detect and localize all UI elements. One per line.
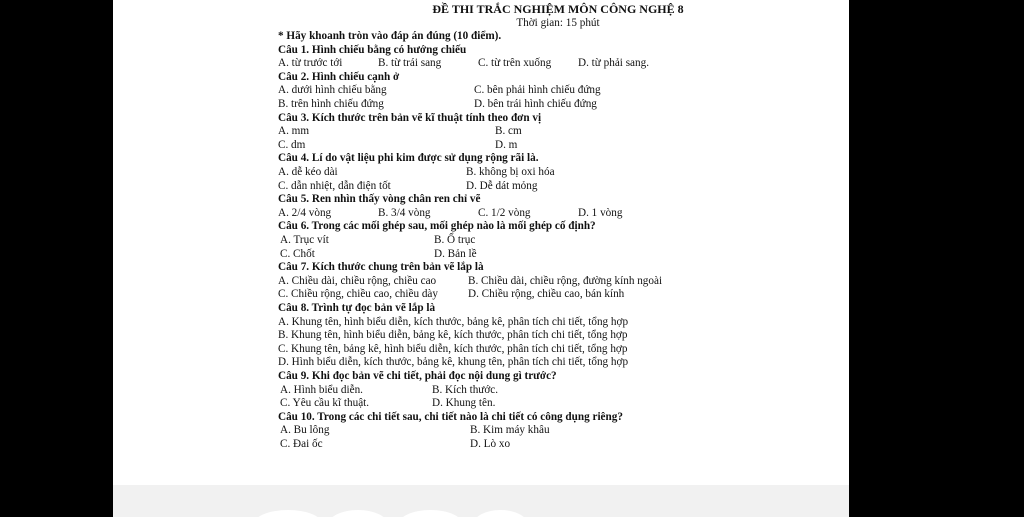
options-row xyxy=(278,384,838,398)
option: C. Chốt xyxy=(280,247,315,260)
option: A. Hình biểu diễn. xyxy=(280,383,363,396)
option: D. từ phải sang. xyxy=(578,57,650,70)
question-7: Câu 7. Kích thước chung trên bản vẽ lắp là xyxy=(278,261,484,274)
option: B. Kích thước. xyxy=(432,383,499,396)
option: D. m xyxy=(495,138,518,151)
options-row xyxy=(278,125,838,139)
option: A. mm xyxy=(278,125,310,138)
option: A. Khung tên, hình biểu diễn, kích thước, bảng kê, phân tích chi tiết, tổng hợp xyxy=(278,315,629,328)
option: D. Dễ dát mỏng xyxy=(466,179,538,192)
question-6: Câu 6. Trong các mối ghép sau, mối ghép nào là mối ghép cố định? xyxy=(278,220,596,233)
options-row xyxy=(278,288,838,302)
option: B. 3/4 vòng xyxy=(378,206,431,219)
question-5: Câu 5. Ren nhìn thấy vòng chân ren chỉ vẽ xyxy=(278,193,481,206)
option: B. Kim máy khâu xyxy=(470,424,550,437)
options-row xyxy=(278,98,838,112)
question-2: Câu 2. Hình chiếu cạnh ở xyxy=(278,70,400,83)
option: D. Hình biểu diễn, kích thước, bảng kê, khung tên, phân tích chi tiết, tổng hợp xyxy=(278,356,629,369)
exam-title: ĐỀ THI TRẮC NGHIỆM MÔN CÔNG NGHỆ 8 xyxy=(432,2,684,16)
option: B. cm xyxy=(495,125,522,138)
question-3: Câu 3. Kích thước trên bản vẽ kĩ thuật tính theo đơn vị xyxy=(278,111,542,124)
options-row xyxy=(278,397,838,411)
option: A. Bu lông xyxy=(280,424,330,437)
option: C. dẫn nhiệt, dẫn điện tốt xyxy=(278,179,391,192)
options-row xyxy=(278,139,838,153)
option: A. Trục vít xyxy=(280,234,329,246)
option: D. bên trái hình chiếu đứng xyxy=(474,98,597,111)
exam-content xyxy=(278,0,838,452)
question-9: Câu 9. Khi đọc bản vẽ chi tiết, phải đọc nội dung gì trước? xyxy=(278,369,557,382)
option: D. Bản lề xyxy=(434,247,477,260)
options-row xyxy=(278,57,838,71)
options-row xyxy=(278,84,838,98)
option: C. Khung tên, bảng kê, hình biểu diễn, kích thước, phân tích chi tiết, tổng hợp xyxy=(278,342,628,355)
option: D. Chiều rộng, chiều cao, bán kính xyxy=(468,288,625,301)
option: A. dễ kéo dài xyxy=(278,166,338,179)
option: B. không bị oxi hóa xyxy=(466,166,555,179)
option: B. trên hình chiếu đứng xyxy=(278,98,384,111)
option: C. dm xyxy=(278,138,306,151)
options-row xyxy=(278,424,838,438)
option: B. Ổ trục xyxy=(434,234,476,246)
option: A. 2/4 vòng xyxy=(278,206,332,219)
document-page xyxy=(113,0,849,517)
option: B. Khung tên, hình biểu diễn, bảng kê, kích thước, phân tích chi tiết, tổng hợp xyxy=(278,329,628,342)
exam-instruction: * Hãy khoanh tròn vào đáp án đúng (10 điểm). xyxy=(278,30,502,43)
option: A. Chiều dài, chiều rộng, chiều cao xyxy=(278,274,437,287)
option: B. từ trái sang xyxy=(378,57,442,70)
option: C. từ trên xuống xyxy=(478,57,552,70)
option: C. Đai ốc xyxy=(280,437,323,450)
question-4: Câu 4. Lí do vật liệu phi kim được sử dụng rộng rãi là. xyxy=(278,152,539,165)
exam-time: Thời gian: 15 phút xyxy=(516,16,600,29)
question-10: Câu 10. Trong các chi tiết sau, chi tiết nào là chi tiết có công dụng riêng? xyxy=(278,410,623,423)
option: C. Yêu cầu kĩ thuật. xyxy=(280,397,370,410)
options-row xyxy=(278,166,838,180)
options-row xyxy=(278,248,838,262)
option: D. 1 vòng xyxy=(578,206,623,219)
options-row xyxy=(278,180,838,194)
question-8: Câu 8. Trình tự đọc bản vẽ lắp là xyxy=(278,301,436,314)
page-footer-area xyxy=(113,485,849,517)
options-row xyxy=(278,234,838,248)
option: C. Chiều rộng, chiều cao, chiều dày xyxy=(278,288,438,301)
options-row xyxy=(278,438,838,452)
question-1: Câu 1. Hình chiếu bằng có hướng chiếu xyxy=(278,43,467,56)
option: B. Chiều dài, chiều rộng, đường kính ngoài xyxy=(468,274,663,287)
option: C. 1/2 vòng xyxy=(478,206,531,219)
option: D. Lò xo xyxy=(470,437,511,450)
option: A. dưới hình chiếu bằng xyxy=(278,84,387,97)
option: A. từ trước tới xyxy=(278,57,343,70)
option: D. Khung tên. xyxy=(432,397,496,410)
options-row xyxy=(278,207,838,221)
options-row xyxy=(278,275,838,289)
option: C. bên phải hình chiếu đứng xyxy=(474,84,601,97)
